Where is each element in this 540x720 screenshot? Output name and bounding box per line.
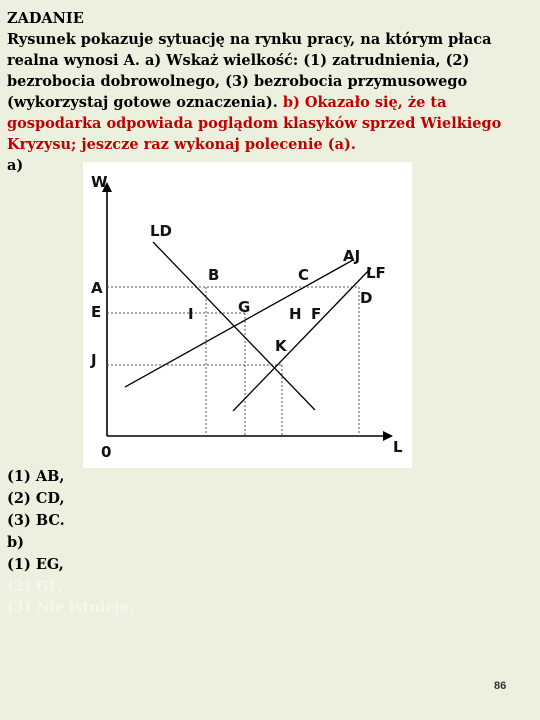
answer-a1: (1) AB, (7, 468, 65, 485)
answer-a2: (2) CD, (7, 489, 65, 507)
answer-a3: (3) BC. (7, 511, 65, 529)
answer-b1: (1) EG, (7, 555, 64, 573)
lf-curve (233, 268, 371, 411)
point-c-label: C (298, 266, 310, 284)
task-text-black: Rysunek pokazuje sytuację na rynku pracy, na którym płaca realna wynosi A. a) Wskaż wielkość: (1) zatrudnienia, (2) bezrobocia dobrowolnego, (3) bezrobocia przymusowego (wykorzystaj gotowe oznaczenia). (7, 31, 492, 111)
answer-b2: (2) GF, (7, 577, 63, 595)
origin-label: 0 (101, 443, 112, 461)
answer-b3: (3) Nie istnieje. (7, 599, 135, 617)
diagram-svg (83, 162, 412, 468)
lf-label: LF (366, 264, 386, 282)
price-j-label: J (91, 351, 97, 369)
task-heading: ZADANIE (7, 10, 84, 27)
point-f-label: F (311, 305, 322, 323)
point-g-label: G (238, 298, 251, 316)
point-b-label: B (208, 266, 220, 284)
answer-b-label: b) (7, 533, 24, 551)
task-text-red: b) Okazało się, że ta gospodarka odpowiada poglądom klasyków sprzed Wielkiego Kryzysu; jeszcze raz wykonaj polecenie (a). (7, 94, 502, 153)
point-h-label: H (289, 305, 302, 323)
labor-market-diagram (83, 162, 412, 468)
axis-x-label: L (393, 438, 403, 456)
point-i-label: I (188, 305, 194, 323)
part-a-label: a) (7, 157, 24, 174)
task-body (7, 29, 535, 155)
point-k-label: K (275, 337, 287, 355)
task-statement (7, 8, 535, 176)
point-d-label: D (360, 289, 373, 307)
page-number: 86 (494, 680, 507, 692)
price-e-label: E (91, 303, 102, 321)
axis-y-label: W (91, 173, 108, 191)
ld-label: LD (150, 222, 173, 240)
aj-curve (125, 260, 353, 387)
price-a-label: A (91, 279, 103, 297)
answers (7, 466, 134, 619)
aj-label: AJ (343, 247, 361, 265)
